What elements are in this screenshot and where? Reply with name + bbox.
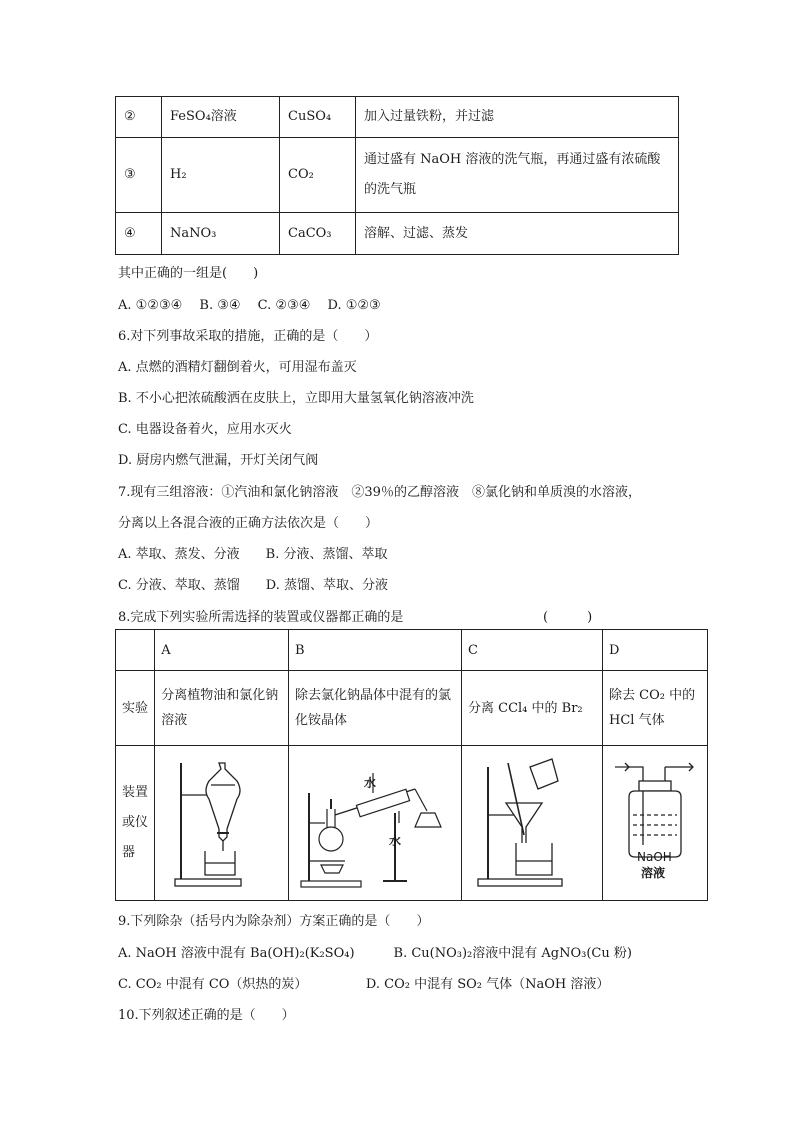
q6-option-b: B. 不小心把浓硫酸洒在皮肤上，立即用大量氢氧化钠溶液冲洗	[118, 391, 474, 406]
q8-stem: 8.完成下列实验所需选择的装置或仪器都正确的是	[118, 610, 404, 625]
impurity-cell: CO₂	[280, 138, 356, 213]
q7-stem-line1: 7.现有三组溶液：①汽油和氯化钠溶液 ②39％的乙醇溶液 ⑧氯化钠和单质溴的水溶液，	[118, 485, 641, 500]
solution-label: 溶液	[641, 866, 666, 880]
q9-stem: 9.下列除杂（括号内为除杂剂）方案正确的是（ ）	[118, 914, 430, 929]
header-b: B	[288, 630, 461, 671]
q6-option-d: D. 厨房内燃气泄漏，开灯关闭气阀	[118, 453, 319, 468]
apparatus-c	[461, 746, 602, 901]
separatory-funnel-diagram	[161, 753, 281, 893]
q10-stem: 10.下列叙述正确的是（ ）	[118, 1008, 295, 1023]
purification-table	[115, 96, 679, 255]
experiment-a: 分离植物油和氯化钠溶液	[155, 671, 289, 746]
q8-answer-paren: ( )	[543, 610, 593, 625]
substance-cell: FeSO₄溶液	[162, 97, 280, 138]
header-a: A	[155, 630, 289, 671]
impurity-cell: CuSO₄	[280, 97, 356, 138]
q7-options-ab: A. 萃取、蒸发、分液 B. 分液、蒸馏、萃取	[118, 547, 388, 562]
method-cell: 溶解、过滤、蒸发	[356, 213, 679, 255]
table-row	[116, 97, 679, 138]
experiment-d: 除去 CO₂ 中的 HCl 气体	[603, 671, 708, 746]
q5-stem: 其中正确的一组是( )	[118, 266, 259, 281]
empty-cell	[116, 630, 155, 671]
q7-options-cd: C. 分液、萃取、蒸馏 D. 蒸馏、萃取、分液	[118, 578, 388, 593]
filtration-diagram	[468, 753, 596, 893]
impurity-cell: CaCO₃	[280, 213, 356, 255]
q6-option-c: C. 电器设备着火，应用水灭火	[118, 422, 292, 437]
water-inlet-label: 水	[363, 776, 376, 790]
water-outlet-label: 水	[388, 834, 401, 848]
method-cell: 通过盛有 NaOH 溶液的洗气瓶，再通过盛有浓硫酸的洗气瓶	[356, 138, 679, 213]
substance-cell: NaNO₃	[162, 213, 280, 255]
table-row	[116, 630, 708, 671]
q7-stem-line2: 分离以上各混合液的正确方法依次是（ ）	[118, 516, 379, 531]
q9-options-cd: C. CO₂ 中混有 CO（炽热的炭） D. CO₂ 中混有 SO₂ 气体（NaOH 溶液）	[118, 977, 610, 992]
method-cell: 加入过量铁粉，并过滤	[356, 97, 679, 138]
naoh-label: NaOH	[637, 850, 672, 864]
table-row	[116, 138, 679, 213]
q5-options: A. ①②③④ B. ③④ C. ②③④ D. ①②③	[118, 298, 381, 313]
table-row	[116, 746, 708, 901]
experiment-c: 分离 CCl₄ 中的 Br₂	[461, 671, 602, 746]
substance-cell: H₂	[162, 138, 280, 213]
apparatus-b	[288, 746, 461, 901]
q6-option-a: A. 点燃的酒精灯翻倒着火，可用湿布盖灭	[118, 360, 357, 375]
q6-stem: 6.对下列事故采取的措施，正确的是（ ）	[118, 329, 378, 344]
distillation-diagram	[295, 753, 455, 893]
row-number: ④	[116, 213, 162, 255]
row-label-experiment: 实验	[116, 671, 155, 746]
experiment-b: 除去氯化钠晶体中混有的氯化铵晶体	[288, 671, 461, 746]
row-number: ②	[116, 97, 162, 138]
header-d: D	[603, 630, 708, 671]
table-row	[116, 671, 708, 746]
row-label-apparatus: 装置或仪器	[116, 746, 155, 901]
apparatus-table	[115, 629, 708, 901]
header-c: C	[461, 630, 602, 671]
table-row	[116, 213, 679, 255]
apparatus-a	[155, 746, 289, 901]
row-number: ③	[116, 138, 162, 213]
apparatus-d	[603, 746, 708, 901]
q9-options-ab: A. NaOH 溶液中混有 Ba(OH)₂(K₂SO₄) B. Cu(NO₃)₂溶液中混有 AgNO₃(Cu 粉)	[118, 946, 632, 961]
